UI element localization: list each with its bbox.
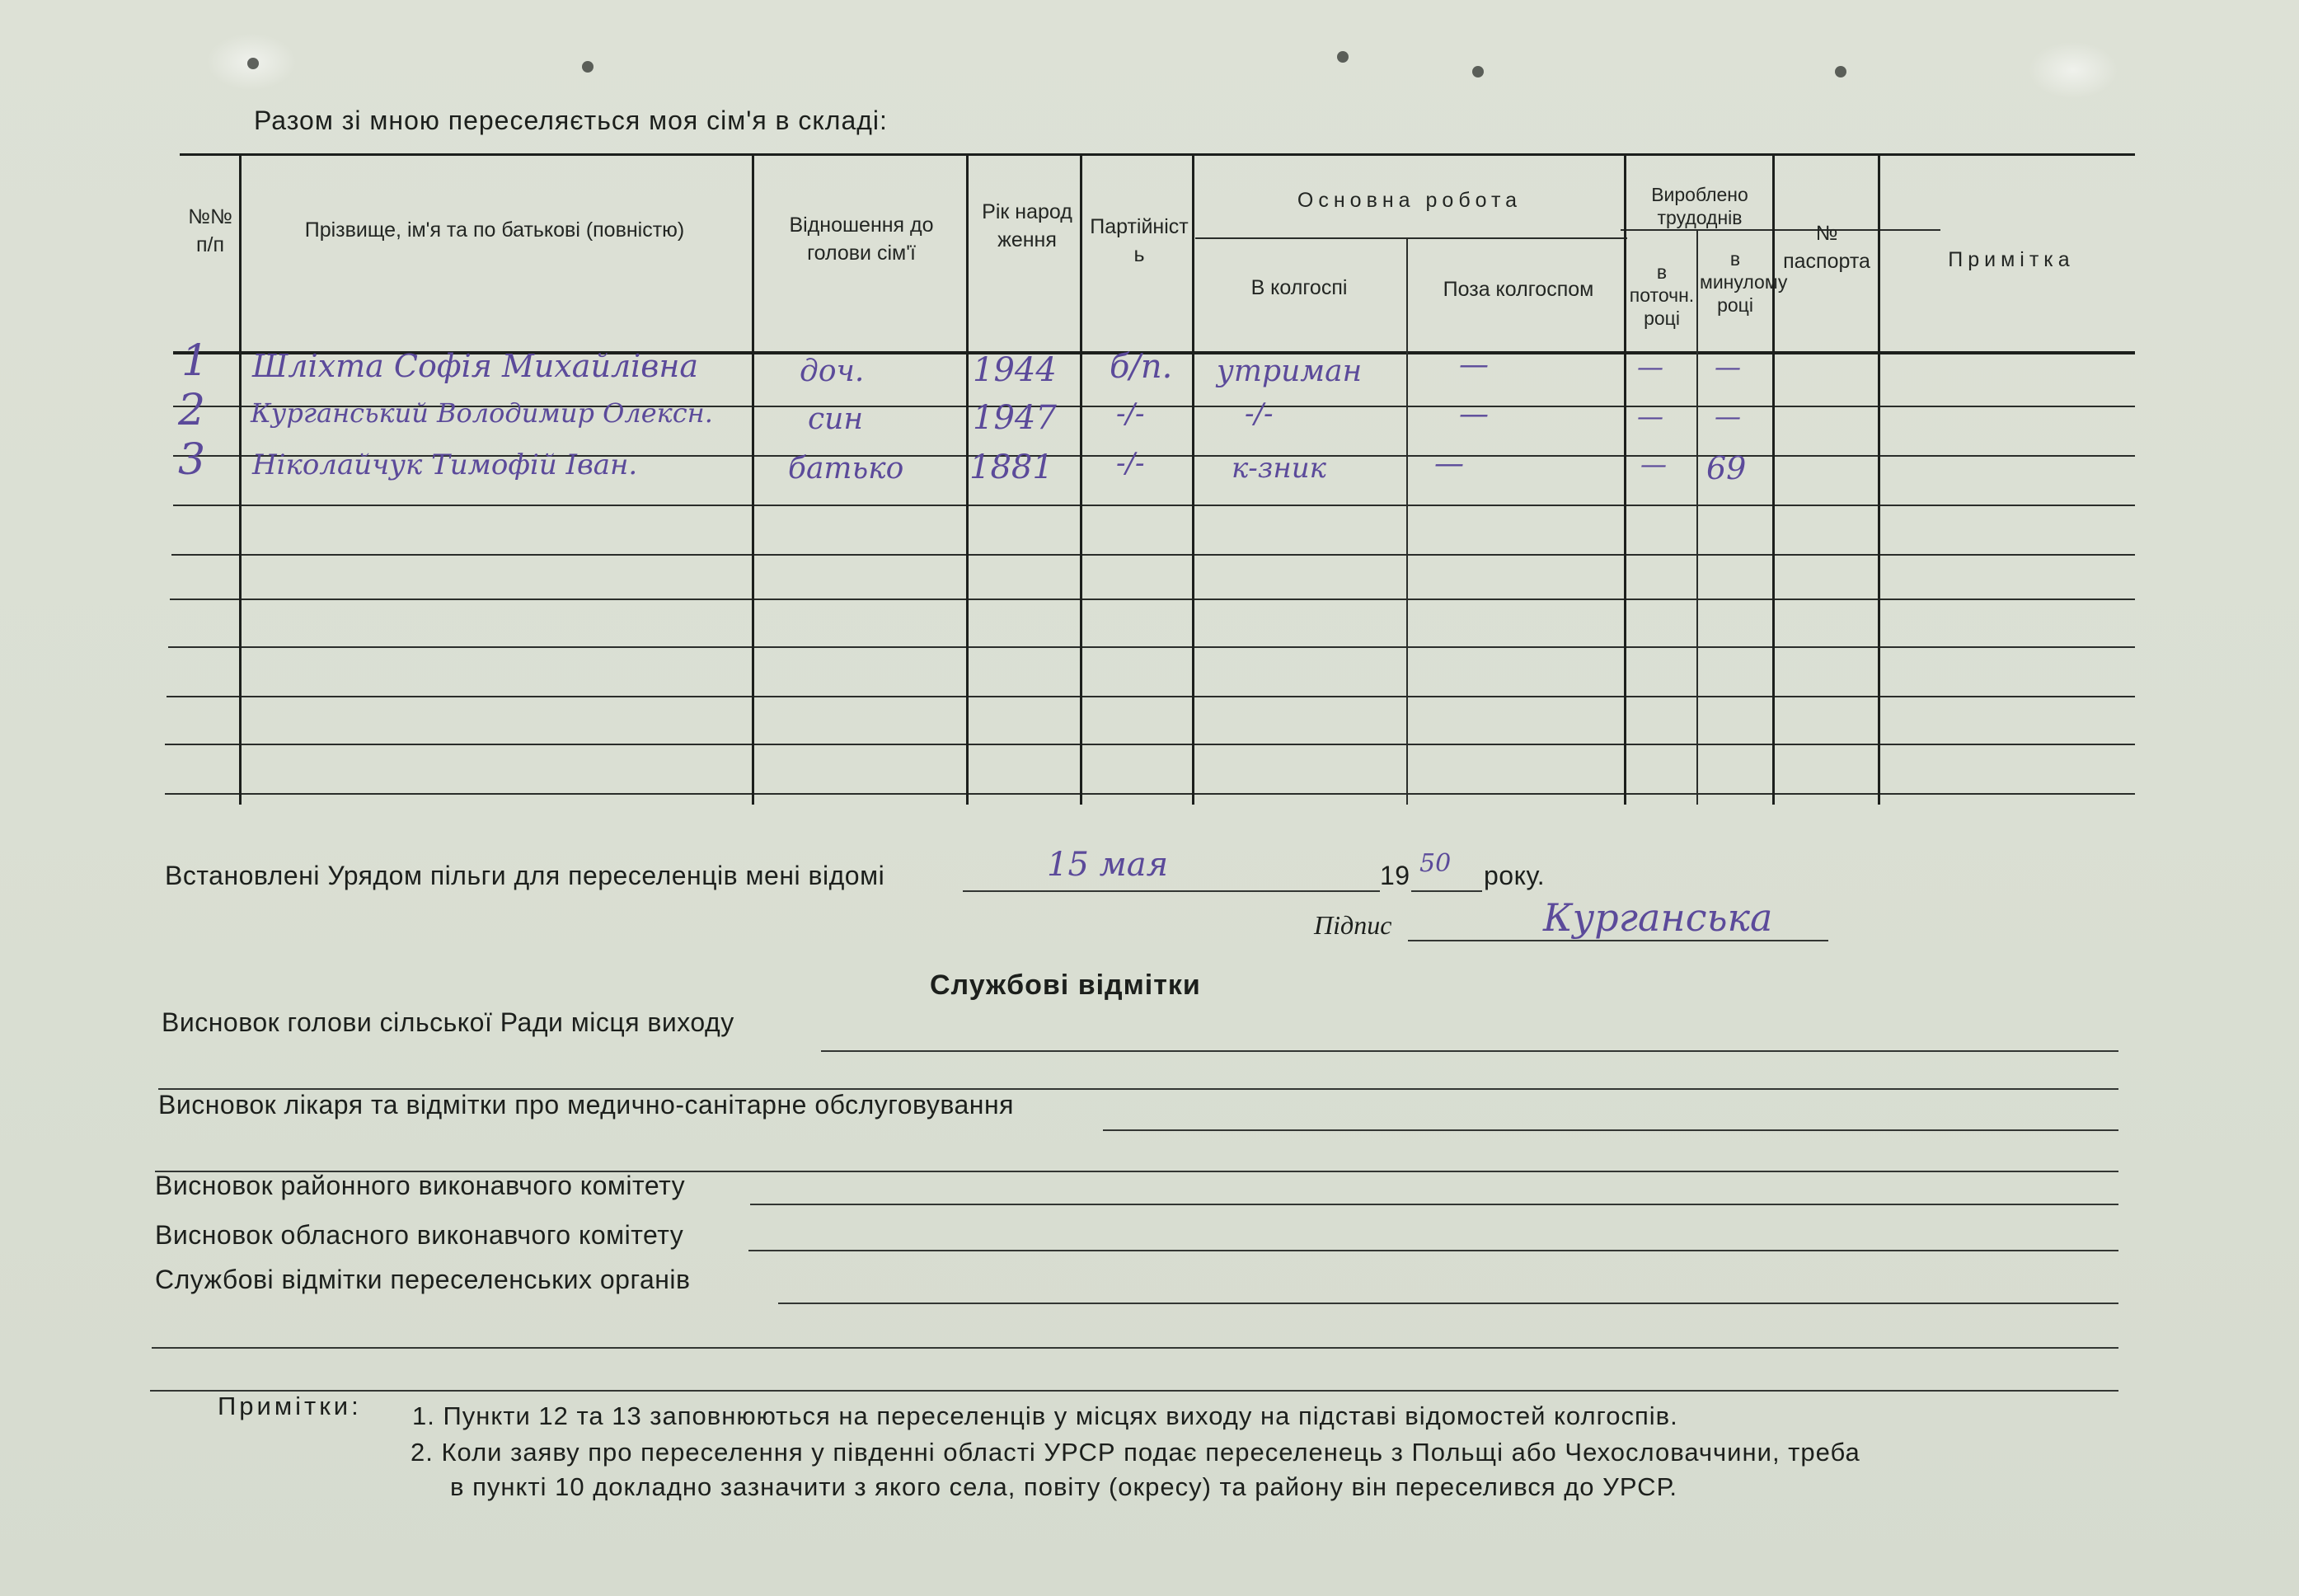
official-line-5-underline — [778, 1303, 2118, 1304]
header-subline — [1195, 237, 1627, 239]
note-item-1: 1. Пункти 12 та 13 заповнюються на переселенців у місцях виходу на підставі відомостей колгоспів. — [412, 1401, 1678, 1430]
row-line — [165, 793, 2135, 795]
official-line-3-underline — [750, 1204, 2118, 1205]
family-table — [165, 153, 2135, 805]
paper-dent — [2028, 41, 2118, 99]
row-line — [173, 505, 2135, 506]
benefits-label: Встановлені Урядом пільги для переселенців мені відомі — [165, 861, 885, 890]
official-line-5c-underline — [150, 1390, 2118, 1392]
official-line-5: Службові відмітки переселенських органів — [155, 1265, 691, 1294]
row3-birth-year: 1881 — [969, 448, 1053, 486]
official-line-2-underline — [1103, 1129, 2118, 1131]
col-divider — [1696, 229, 1698, 805]
punch-hole — [1472, 66, 1484, 77]
header-num: №№ п/п — [188, 205, 232, 256]
col-divider — [1080, 153, 1082, 805]
benefits-year-underline — [1411, 890, 1482, 892]
header-birth-year: Рік народження — [982, 200, 1072, 251]
row3-relation: батько — [788, 452, 904, 486]
official-line-1-underline — [821, 1050, 2118, 1052]
row1-in-kolkhoz: утриман — [1217, 354, 1363, 388]
row3-num: 3 — [178, 435, 206, 485]
official-line-3: Висновок районного виконавчого комітету — [155, 1171, 686, 1200]
row1-num: 1 — [181, 336, 209, 386]
punch-hole — [1835, 66, 1846, 77]
col-divider — [966, 153, 969, 805]
row1-workdays-current: — — [1637, 351, 1663, 383]
punch-hole — [1337, 51, 1349, 63]
table-top-border — [180, 153, 2135, 156]
row2-birth-year: 1947 — [973, 399, 1057, 437]
col-divider — [1624, 153, 1626, 805]
official-line-4: Висновок обласного виконавчого комітету — [155, 1220, 684, 1250]
col-divider — [1192, 153, 1194, 805]
row2-num: 2 — [178, 386, 206, 435]
col-divider — [1772, 153, 1775, 805]
row2-party: -/- — [1116, 397, 1145, 430]
note-item-3: в пункті 10 докладно зазначити з якого села, повіту (окресу) та району він переселився до УРСР. — [450, 1472, 1678, 1501]
col-divider — [752, 153, 754, 805]
benefits-underline — [963, 890, 1380, 892]
header-outside-kolkhoz: Поза колгоспом — [1443, 278, 1594, 301]
header-workdays-last: в минулому році — [1700, 248, 1788, 316]
row1-birth-year: 1944 — [973, 351, 1057, 389]
row2-workdays-current: — — [1637, 401, 1663, 432]
row3-in-kolkhoz: к-зник — [1232, 452, 1326, 485]
row3-workdays-current: — — [1640, 448, 1667, 480]
row2-relation: син — [808, 402, 864, 436]
header-workdays-current: в поточн. році — [1629, 261, 1695, 329]
col-divider — [1406, 237, 1408, 805]
header-name: Прізвище, ім'я та по батькові (повністю) — [304, 218, 685, 242]
signature-label: Підпис — [1314, 910, 1392, 940]
row3-outside-kolkhoz: — — [1434, 447, 1464, 481]
row-line — [168, 646, 2135, 648]
header-relation: Відношення до голови сім'ї — [789, 214, 934, 265]
row-line — [170, 598, 2135, 600]
row2-in-kolkhoz: -/- — [1245, 397, 1274, 430]
official-line-5b-underline — [152, 1347, 2118, 1349]
official-line-4-underline — [748, 1250, 2118, 1251]
col-divider — [239, 153, 242, 805]
header-party: Партійність — [1090, 215, 1189, 266]
signature-underline — [1408, 940, 1828, 941]
row2-outside-kolkhoz: — — [1459, 397, 1489, 431]
header-in-kolkhoz: В колгоспі — [1250, 276, 1348, 299]
benefits-year-prefix: 19 — [1380, 861, 1410, 890]
intro-text: Разом зі мною переселяється моя сім'я в складі: — [254, 106, 888, 135]
row3-workdays-last: 69 — [1706, 450, 1747, 486]
punch-hole — [247, 58, 259, 69]
row1-outside-kolkhoz: — — [1459, 348, 1489, 382]
notes-label: Примітки: — [218, 1392, 362, 1420]
official-line-1: Висновок голови сільської Ради місця виходу — [162, 1007, 734, 1037]
row2-workdays-last: — — [1715, 401, 1741, 432]
row1-workdays-last: — — [1715, 351, 1741, 383]
row1-relation: доч. — [800, 354, 865, 388]
header-passport: № паспорта — [1783, 222, 1870, 273]
row3-name: Ніколайчук Тимофій Іван. — [252, 448, 638, 481]
official-title: Службові відмітки — [930, 969, 1201, 1001]
row-line — [165, 744, 2135, 745]
signature-value: Курганська — [1543, 895, 1773, 940]
official-line-2: Висновок лікаря та відмітки про медично-санітарне обслуговування — [158, 1090, 1014, 1120]
row1-party: б/п. — [1110, 348, 1173, 386]
row2-name: Курганський Володимир Олексн. — [251, 397, 713, 429]
punch-hole — [582, 61, 594, 73]
header-workdays: Вироблено трудоднів — [1651, 184, 1748, 228]
row-line — [171, 554, 2135, 556]
header-main-work: Основна робота — [1297, 189, 1523, 212]
col-divider — [1878, 153, 1880, 805]
row-line — [167, 696, 2135, 697]
header-note: Примітка — [1948, 248, 2075, 271]
row3-party: -/- — [1116, 447, 1145, 480]
benefits-year-word: року. — [1484, 861, 1546, 890]
benefits-date: 15 мая — [1047, 846, 1169, 884]
benefits-year-suffix: 50 — [1419, 849, 1452, 878]
row1-name: Шліхта Софія Михайлівна — [252, 348, 699, 384]
note-item-2: 2. Коли заяву про переселення у південні області УРСР подає переселенець з Польщі або Чехословаччини, треба — [411, 1438, 1860, 1467]
